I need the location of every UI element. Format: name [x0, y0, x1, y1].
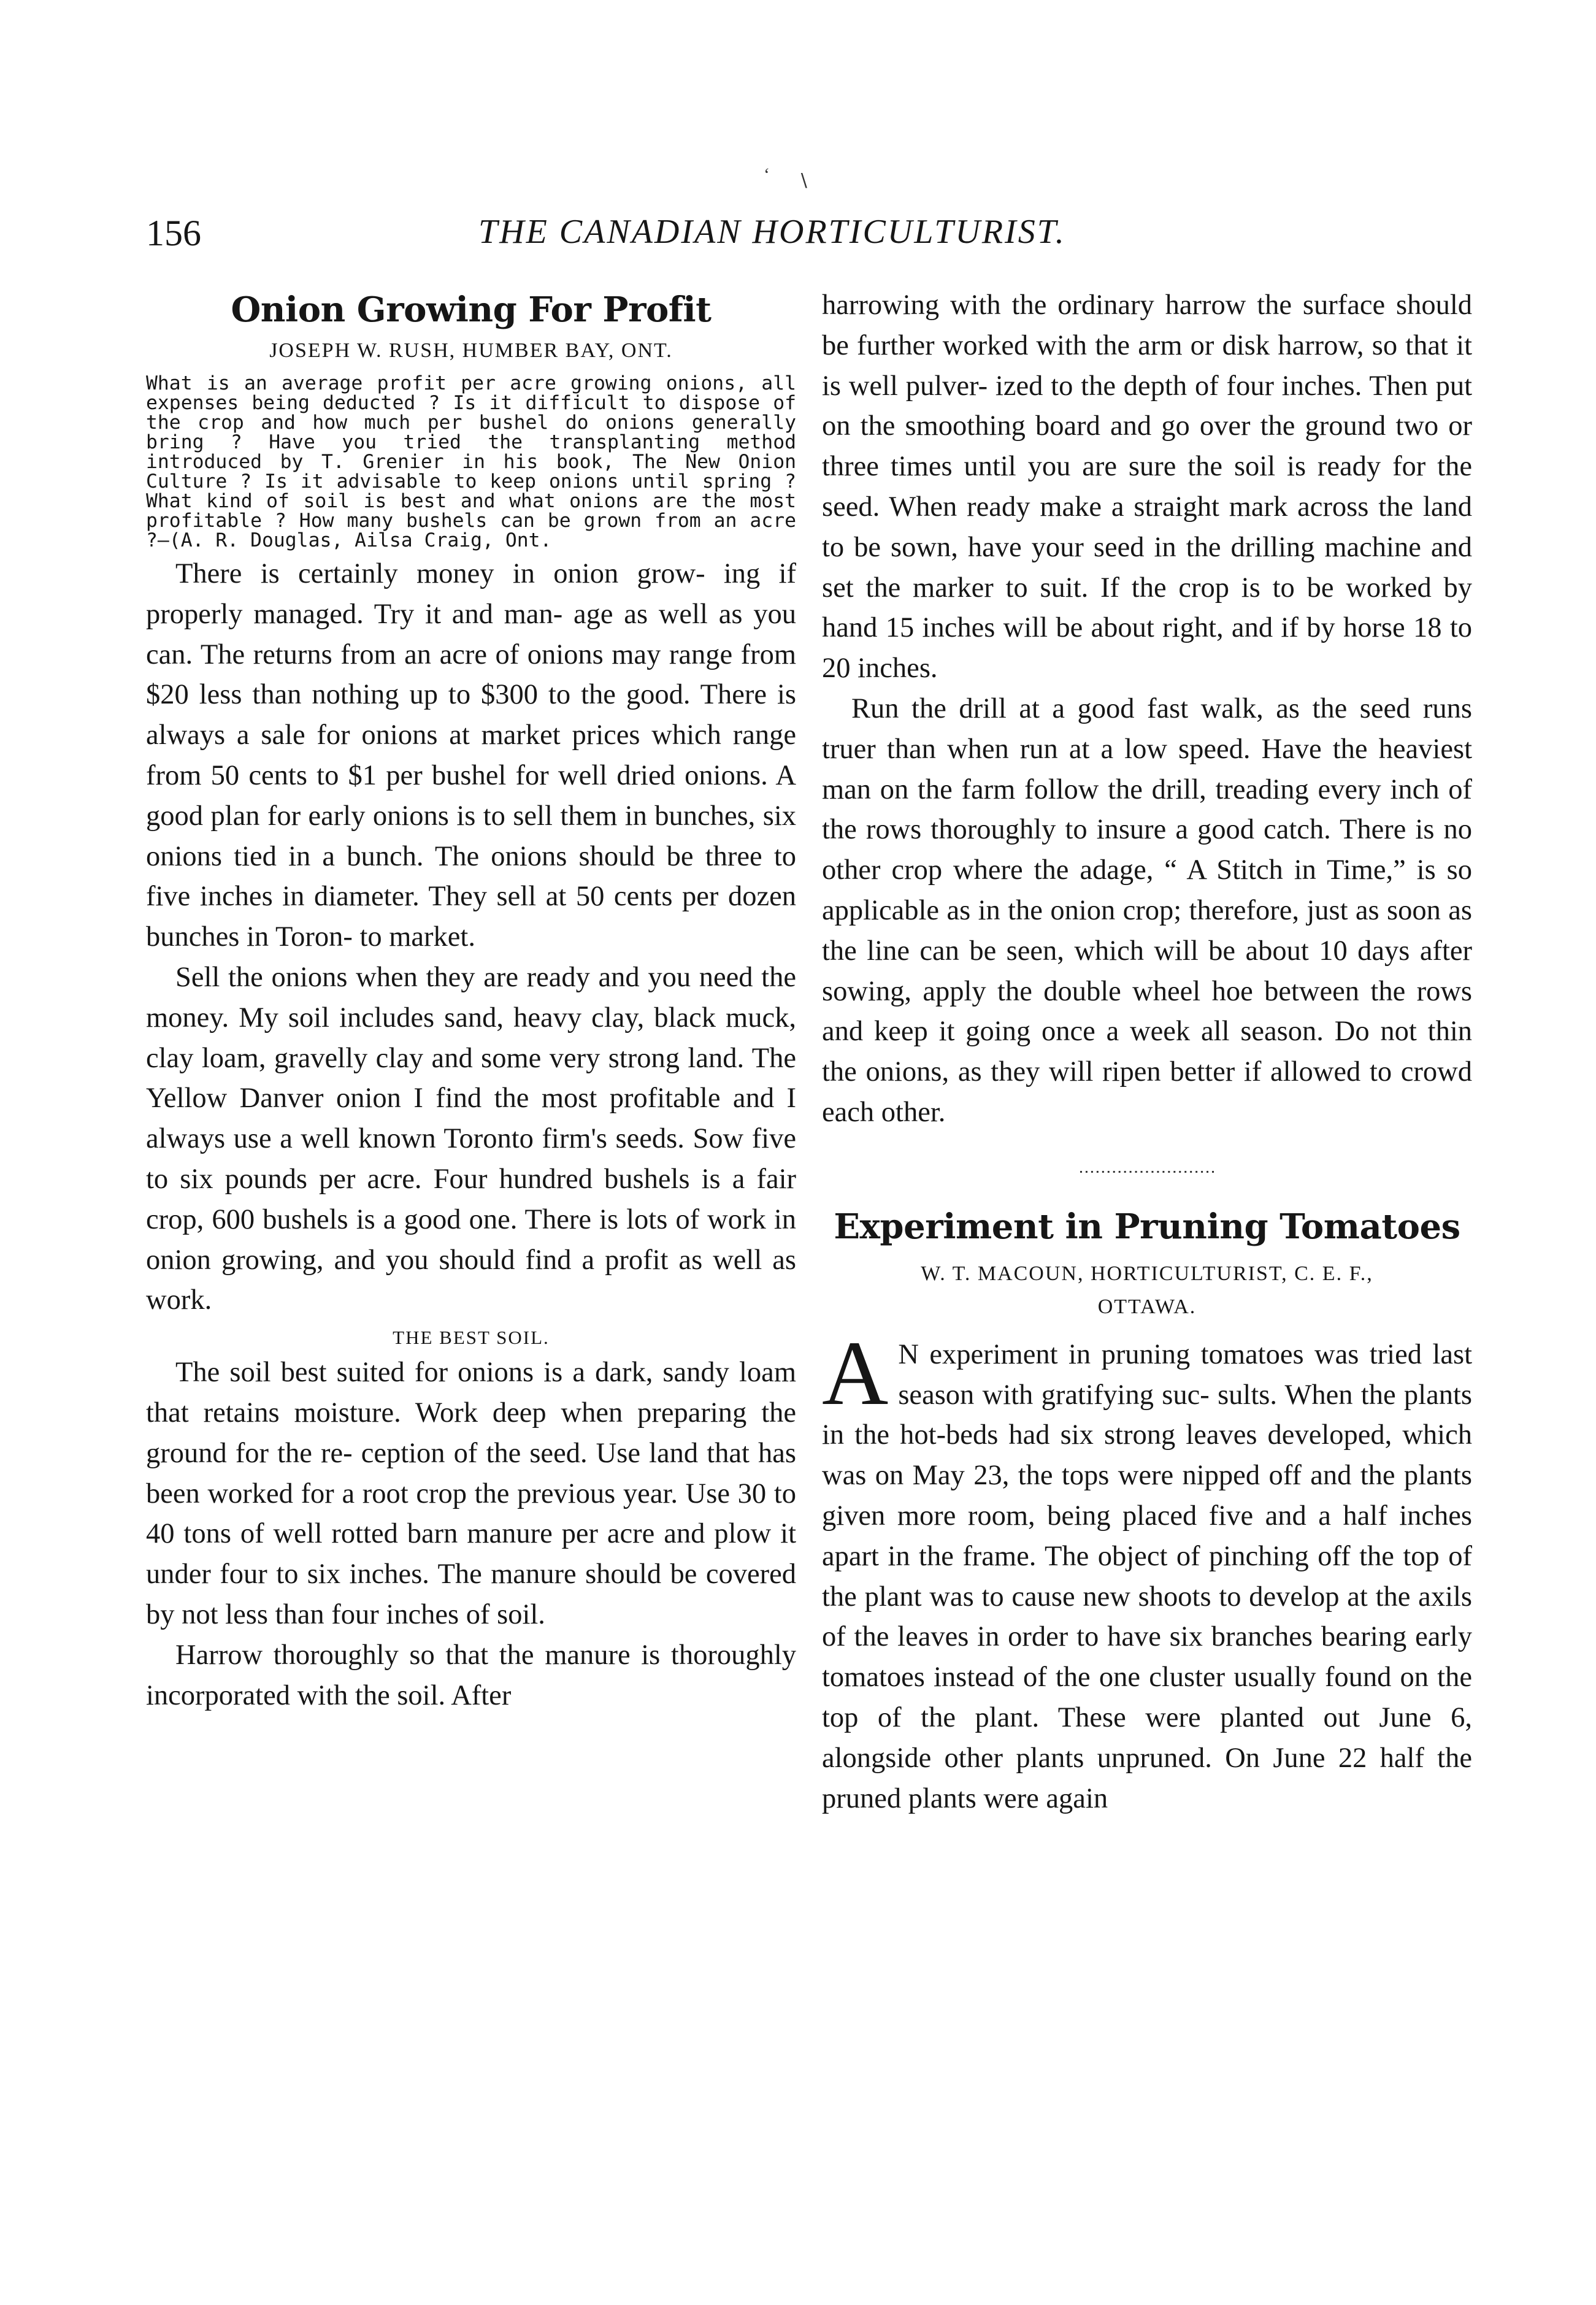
paragraph: Run the drill at a good fast walk, as the seed runs truer than when run at a low speed. Have the heaviest man on the farm follow the drill, treading every inch of the rows thoroughly to insure a good catch. There is no other crop where the adage, “ A Stitch in Time,” is so applicable as in the onion crop; therefore, just as soon as the line can be seen, which will be about 10 days after sowing, apply the double wheel hoe between the rows and keep it going once a week all season. Do not thin the onions, as they will ripen better if allowed to crowd each other.	[822, 692, 1472, 1128]
stray-mark: ‘	[764, 164, 770, 185]
subheading-best-soil: THE BEST SOIL.	[393, 1327, 550, 1349]
reader-question: What is an average profit per acre growing onions, all expenses being deducted ? Is it difficult to dispose of the crop and how much per bushel do onions generally bring ? Have you tried the transplanting method introduced by T. Grenier in his book, The New Onion Culture ? Is it advisable to keep onions until spring ? What kind of soil is best and what onions are the most profitable ? How many bushels can be grown from an acre ?—(A. R. Douglas, Ailsa Craig, Ont.	[146, 372, 796, 551]
article-byline-tomatoes: W. T. MACOUN, HORTICULTURIST, C. E. F.,	[921, 1262, 1373, 1285]
paragraph: Harrow thoroughly so that the manure is thoroughly incorporated with the soil. After	[146, 1639, 796, 1711]
paragraph: There is certainly money in onion grow- ing if properly managed. Try it and man- age as well as you can. The returns from an acre of onions may range from $20 less than nothing up to $300 to the good. There is always a sale for onions at market prices which range from 50 cents to $1 per bushel for well dried onions. A good plan for early onions is to sell them in bunches, six onions tied in a bunch. The onions should be three to five inches in diameter. They sell at 50 cents per dozen bunches in Toron- to market.	[146, 558, 796, 953]
paragraph: harrowing with the ordinary harrow the surface should be further worked with the arm or disk harrow, so that it is well pulver- ized to the depth of four inches. Then put on the smoothing board and go over the ground two or three times until you are sure the soil is ready for the seed. When ready make a straight mark across the land to be sown, have your seed in the drilling machine and set the marker to suit. If the crop is to be worked by hand 15 inches will be about right, and if by horse 18 to 20 inches.	[822, 290, 1472, 685]
left-column	[146, 285, 796, 1716]
article-byline-location: OTTAWA.	[1097, 1295, 1197, 1318]
paragraph-text: N experiment in pruning tomatoes was tried last season with gratifying suc- sults. When the plants in the hot-beds had six strong leaves developed, which was on May 23, the tops were nipped off and the plants given more room, being placed five and a half inches apart in the frame. The object of pinching off the top of the plant was to cause new shoots to develop at the axils of the leaves in order to have six branches bearing early tomatoes instead of the one cluster usually found on the top of the plant. These were planted out June 6, alongside other plants unpruned. On June 22 half the pruned plants were again	[822, 1338, 1472, 1814]
article-title-tomatoes: Experiment in Pruning Tomatoes	[834, 1206, 1460, 1247]
right-column	[822, 285, 1472, 1819]
paragraph: Sell the onions when they are ready and you need the money. My soil includes sand, heavy clay, black muck, clay loam, gravelly clay and some very strong land. The Yellow Danver onion I find the most profitable and I always use a well known Toronto firm's seeds. Sow five to six pounds per acre. Four hundred bushels is a fair crop, 600 bushels is a good one. There is lots of work in onion growing, and you should find a profit as well as work.	[146, 961, 796, 1316]
article-byline-onion: JOSEPH W. RUSH, HUMBER BAY, ONT.	[269, 339, 673, 362]
stray-mark: ∖	[797, 171, 810, 191]
article-title-onion: Onion Growing For Profit	[231, 290, 712, 330]
article-body-onion-soil	[146, 1352, 796, 1716]
page-number: 156	[146, 213, 201, 253]
section-divider	[1076, 1171, 1218, 1173]
running-head: THE CANADIAN HORTICULTURIST.	[478, 213, 1066, 251]
drop-cap: A	[822, 1322, 889, 1424]
article-body-onion	[146, 554, 796, 1321]
paragraph: The soil best suited for onions is a dark, sandy loam that retains moisture. Work deep when preparing the ground for the re- ception of the seed. Use land that has been worked for a root crop the previous year. Use 30 to 40 tons of well rotted barn manure per acre and plow it under four to six inches. The manure should be covered by not less than four inches of soil.	[146, 1357, 796, 1630]
article-body-onion-continued	[822, 285, 1472, 1133]
article-body-tomatoes	[822, 1322, 1472, 1819]
